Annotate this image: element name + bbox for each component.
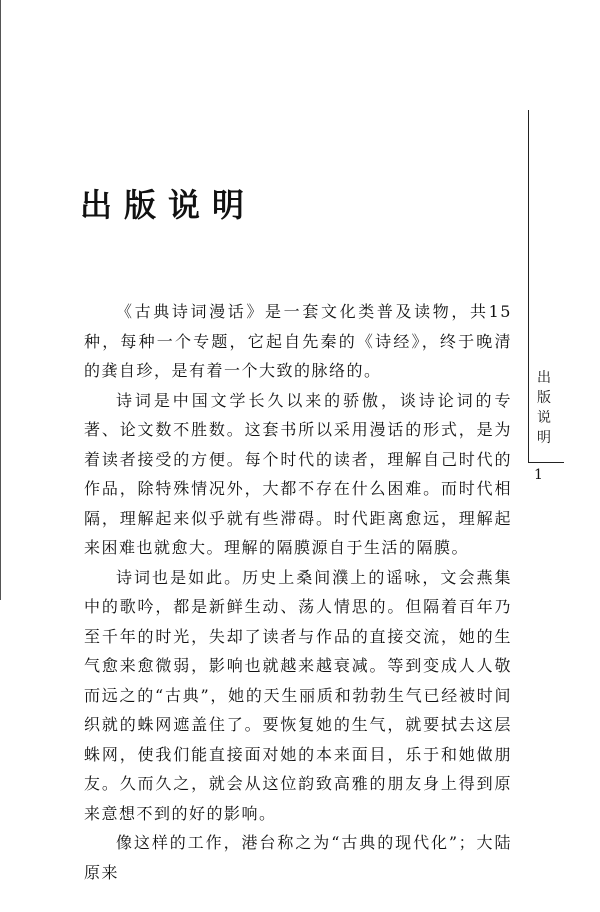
margin-section-char: 明: [537, 430, 551, 446]
page-title: 出版说明: [80, 186, 257, 224]
paragraph: 像这样的工作，港台称之为“古典的现代化”；大陆原来: [84, 833, 512, 882]
margin-vertical-rule: [528, 110, 529, 462]
paragraph: 诗词是中国文学长久以来的骄傲，谈诗论词的专著、论文数不胜数。这套书所以采用漫话的形式，是为着读者接受的方便。每个时代的读者，理解自己时代的作品，除特殊情况外，大都不存在什么困难。而时代相隔，理解起来似乎就有些滞碍。时代距离愈远，理解起来困难也就愈大。理解的隔膜源自于生活的隔膜。: [84, 390, 512, 557]
margin-section-char: 说: [537, 410, 551, 426]
margin-section-label: [535, 368, 553, 448]
paragraph: 《古典诗词漫话》是一套文化类普及读物，共15种，每种一个专题，它起自先秦的《诗经》，终于晚清的龚自珍，是有着一个大致的脉络的。: [84, 302, 512, 380]
scan-edge-mark: [0, 0, 1, 600]
margin-section-char: 版: [537, 390, 551, 406]
paragraph: 诗词也是如此。历史上桑间濮上的谣咏，文会燕集中的歌吟，都是新鲜生动、荡人情思的。但隔着百年乃至千年的时光，失却了读者与作品的直接交流，她的生气愈来愈微弱，影响也就越来越衰减。等到变成人人敬而远之的“古典”，她的天生丽质和勃勃生气已经被时间织就的蛛网遮盖住了。要恢复她的生气，就要拭去这层蛛网，使我们能直接面对她的本来面目，乐于和她做朋友。久而久之，就会从这位韵致高雅的朋友身上得到原来意想不到的好的影响。: [84, 567, 512, 823]
page-number: 1: [534, 467, 543, 483]
margin-horizontal-rule: [528, 462, 564, 463]
margin-section-char: 出: [537, 370, 551, 386]
body-text: [84, 297, 512, 887]
